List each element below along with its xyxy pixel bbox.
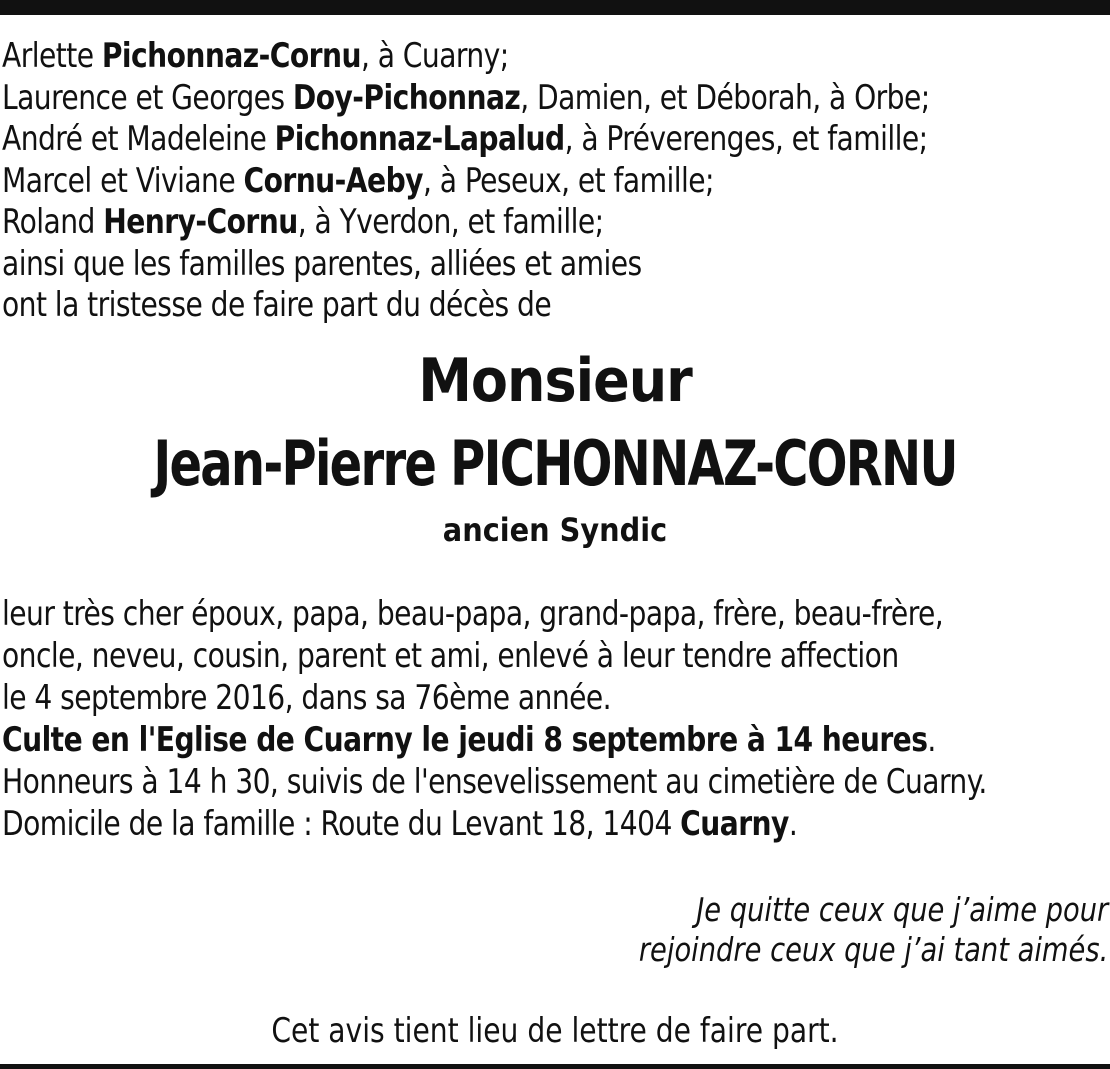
family-line-text: Marcel et Viviane [2,160,244,201]
family-line [2,285,930,327]
family-line-location: , Damien, et Déborah, à Orbe; [520,77,930,118]
honorific-heading: Monsieur [418,346,692,416]
family-line-text: Arlette [2,36,102,76]
bottom-border-rule [0,1064,1110,1069]
closing-note: Cet avis tient lieu de lettre de faire part. [271,1011,839,1051]
deceased-name-heading: Jean-Pierre PICHONNAZ-CORNU [153,427,957,500]
body-line-relations: leur très cher époux, papa, beau-papa, grand-papa, frère, beau-frère, [2,594,944,634]
quote-line-2: rejoindre ceux que j’ai tant aimés. [638,930,1108,969]
family-line [2,119,930,161]
family-line [2,78,930,120]
family-line-text: André et Madeleine [2,119,275,159]
family-line-location: , à Préverenges, et famille; [564,119,928,159]
family-line-location: , à Peseux, et famille; [422,160,714,201]
family-surname: Cornu-Aeby [243,160,423,201]
family-surname: Henry-Cornu [103,202,298,242]
domicile-address: Domicile de la famille : Route du Levant 18, 1404 [2,804,681,844]
service-line [2,719,987,761]
family-line [2,244,930,286]
deceased-title: ancien Syndic [442,511,668,549]
honours-line: Honneurs à 14 h 30, suivis de l'ensevelissement au cimetière de Cuarny. [2,762,987,802]
family-line-location: , à Yverdon, et famille; [297,202,604,242]
epitaph-quote [639,890,1108,970]
family-line [2,202,930,244]
family-line-text: ainsi que les familles parentes, alliées et amies [2,243,642,284]
family-line-location: , à Cuarny; [360,36,509,76]
family-surname: Pichonnaz-Lapalud [274,119,565,159]
quote-line-1: Je quitte ceux que j’aime pour [695,890,1108,929]
family-surname: Doy-Pichonnaz [292,77,521,118]
family-line [2,36,930,78]
body-line-relations-cont: oncle, neveu, cousin, parent et ami, enlevé à leur tendre affection [2,636,899,676]
family-line-text: Roland [2,202,104,242]
domicile-line [2,803,987,845]
service-info: Culte en l'Eglise de Cuarny le jeudi 8 septembre à 14 heures [2,720,928,760]
domicile-town: Cuarny [680,804,789,844]
top-border-rule [0,0,1110,15]
family-line-text: ont la tristesse de faire part du décès de [2,285,552,325]
family-list [2,36,930,327]
service-line-end: . [927,720,936,760]
domicile-line-end: . [788,804,798,844]
announcement-body [2,593,987,845]
family-line-text: Laurence et Georges [2,77,293,118]
body-line-date: le 4 septembre 2016, dans sa 76ème année. [2,678,612,718]
family-line [2,161,930,203]
family-surname: Pichonnaz-Cornu [101,36,361,76]
